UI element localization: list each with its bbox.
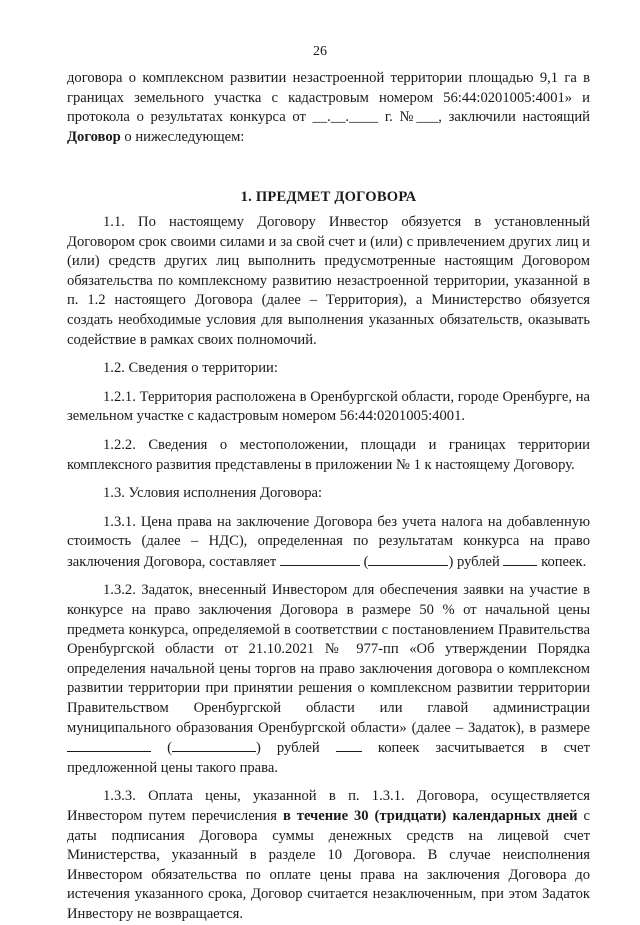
clause-1-3-2-end: копеек засчитывается в счет предложенной цены такого права.	[67, 740, 590, 776]
intro-text-end: о нижеследующем:	[120, 128, 245, 145]
clause-1-3-1	[67, 513, 590, 573]
clause-1-3: 1.3. Условия исполнения Договора:	[103, 485, 323, 502]
clause-1-2-2: 1.2.2. Сведения о местоположении, площади и границах территории комплексного развития представлены в приложении № 1 к настоящему Договору.	[67, 436, 590, 473]
intro-bold-word: Договор	[67, 128, 121, 145]
deposit-amount-blank	[67, 738, 151, 752]
section-title: 1. ПРЕДМЕТ ДОГОВОРА	[240, 189, 417, 206]
clause-1-3-1-rubles: ) рублей	[448, 553, 504, 570]
clause-1-3-3-text-end: с даты подписания Договора суммы денежных средств на лицевой счет Министерства, указанный в разделе 10 Договора. В случае неисполнения Инвестором обязательства по оплате цены права на заключения Договора до истечения указанного срока, Договор считается незаключенным, при этом Задаток Инвестору не возвращается.	[67, 808, 590, 922]
clause-1-3-1-text: 1.3.1. Цена права на заключение Договора без учета налога на добавленную стоимость (далее – НДС), определенная по результатам конкурса на право заключения Договора, составляет	[67, 513, 590, 570]
clause-1-3-3-bold-term: в течение 30 (тридцати) календарных дней	[282, 808, 578, 824]
clause-1-3-2-text: 1.3.2. Задаток, внесенный Инвестором для обеспечения заявки на участие в конкурсе на право заключения Договора в размере 50 % от начальной цены предмета конкурса, определяемой в соответствии с постановлением Правительства Оренбургской области от 21.10.2021 № 977-пп «Об утверждении Порядка определения начальной цены торгов на право заключения договора о комплексном развитии территории при принятии решения о комплексном развитии территории Правительством Оренбургской области или главой администрации муниципального образования Оренбургской области» (далее – Задаток), в размере	[67, 582, 590, 736]
deposit-words-blank	[172, 738, 256, 752]
page-number: 26	[313, 44, 327, 59]
price-words-blank	[368, 552, 448, 566]
intro-paragraph	[67, 69, 590, 147]
clause-1-2: 1.2. Сведения о территории:	[103, 360, 278, 377]
clause-1-3-1-paren-open: (	[359, 553, 369, 570]
clause-1-3-3-text: 1.3.3. Оплата цены, указанной в п. 1.3.1. Договора, осуществляется Инвестором путем перечисления	[67, 788, 590, 824]
clause-1-3-2-paren-open: (	[151, 740, 172, 757]
clause-1-3-1-kopecks: копеек.	[537, 553, 587, 570]
price-amount-blank	[280, 552, 360, 566]
price-kopecks-blank	[503, 552, 537, 566]
clause-1-3-2-rubles: ) рублей	[255, 740, 336, 757]
document-body	[67, 69, 590, 925]
clause-1-2-1: 1.2.1. Территория расположена в Оренбургской области, городе Оренбурге, на земельном участке с кадастровым номером 56:44:0201005:4001.	[67, 388, 590, 425]
intro-text: договора о комплексном развитии незастроенной территории площадью 9,1 га в границах земельного участка с кадастровым номером 56:44:0201005:4001» и протокола о результатах конкурса от __.__.____ г. №___, заключили настоящий	[67, 70, 590, 126]
clause-1-3-3	[67, 787, 590, 924]
deposit-kopecks-blank	[336, 738, 362, 752]
clause-1-1: 1.1. По настоящему Договору Инвестор обязуется в установленный Договором срок своими силами и за свой счет и (или) с привлечением других лиц и (или) средств других лиц выполнить предусмотренные настоящим Договором обязательства по комплексному развитию незастроенной территории, указанной в п. 1.2 настоящего Договора (далее – Территория), а Министерство обязуется создать необходимые условия для выполнения указанных обязательств, оказывать содействие в рамках своих полномочий.	[67, 213, 590, 348]
clause-1-3-2	[67, 581, 590, 778]
